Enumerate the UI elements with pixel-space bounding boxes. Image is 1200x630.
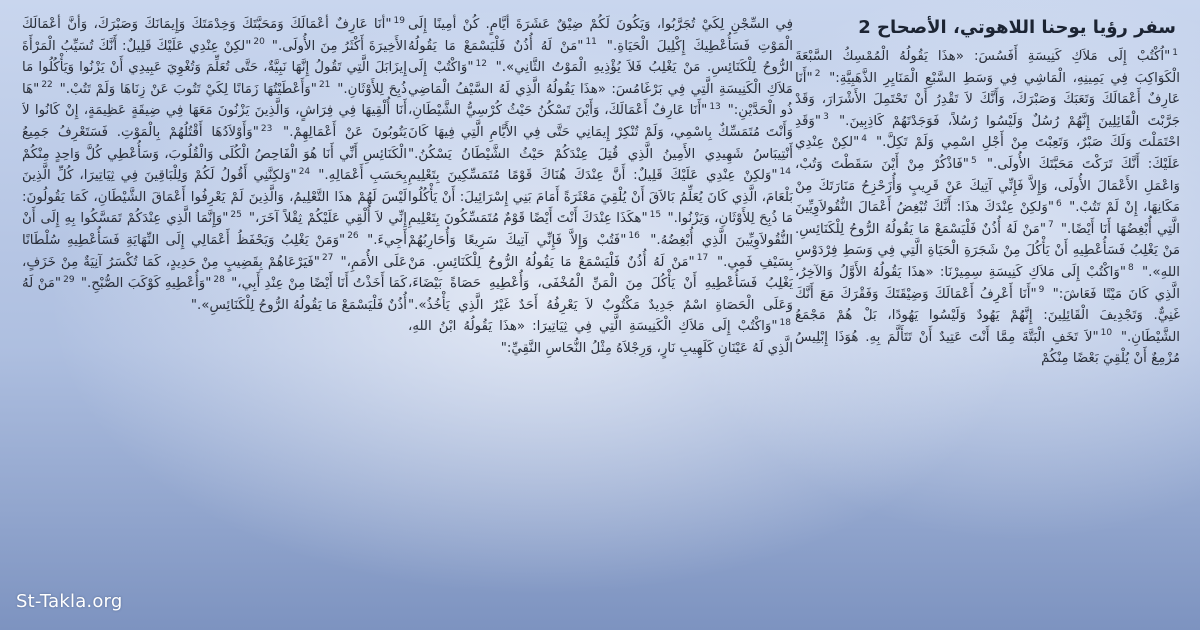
verse-text: "لكِنْ عِنْدِي عَلَيْكَ قَلِيلٌ: أَنَّكَ تُسَيِّبُ الْمَرْأَةَ إِيزَابَلَ الَّتِي تَقُولُ إِنَّهَا نَبِيَّةٌ، حَتَّى تُعَلِّمَ وَتُغْوِيَ عَبِيدِي أَنْ يَزْنُوا وَيَأْكُلُوا مَا ذُبِحَ لِلأَوْثَانِ." xyxy=(22,38,407,97)
verse-number: 28 xyxy=(213,274,225,285)
verse-text: "وَإِنَّمَا الَّذِي عِنْدَكُمْ تَمَسَّكُوا بِهِ إِلَى أَنْ أَجِيءَ." xyxy=(22,211,407,248)
verse-text: "مَنْ لَهُ أُذُنٌ فَلْيَسْمَعْ مَا يَقُولُهُ الرُّوحُ لِلْكَنَائِسِ. مَنْ يَغْلِبُ فَسَأُعْطِيهِ أَنْ يَأْكُلَ مِنَ الْمَنِّ الْمُخْفَى، وَأُعْطِيهِ حَصَاةً بَيْضَاءَ، وَعَلَى الْحَصَاةِ اسْمٌ جَدِيدٌ مَكْتُوبٌ لاَ يَعْرِفُهُ أَحَدٌ غَيْرُ الَّذِي يَأْخُذُ»." xyxy=(408,254,793,313)
verse-text: "لكِنْ عِنْدِي عَلَيْكَ: أَنَّكَ تَرَكْتَ مَحَبَّتَكَ الأُولَى." xyxy=(795,135,1180,172)
verse-text: "هكَذَا عِنْدَكَ أَنْتَ أَيْضًا قَوْمٌ مُتَمَسِّكُونَ بِتَعْلِيمِ النُّقُولاَوِيِّينَ الَّذِي أُبْغِضُهُ." xyxy=(408,211,793,248)
verse-text: "مَنْ لَهُ أُذُنٌ فَلْيَسْمَعْ مَا يَقُولُهُ الرُّوحُ لِلْكَنَائِسِ»." xyxy=(22,276,407,313)
verse-number: 2 xyxy=(814,69,821,80)
verse-text: "فَتُبْ وَإِلاَّ فَإِنِّي آتِيكَ سَرِيعًا وَأُحَارِبُهُمْ بِسَيْفِ فَمِي." xyxy=(408,232,793,270)
verse-text: "هَا أَنَا أُلْقِيهَا فِي فِرَاشٍ، وَالَّذِينَ يَزْنُونَ مَعَهَا فِي ضِيقَةٍ عَظِيمَةٍ، إِنْ كَانُوا لاَ يَتُوبُونَ عَنْ أَعْمَالِهِمْ." xyxy=(22,81,407,140)
verse-number: 25 xyxy=(230,209,242,220)
verse-text: "مَنْ لَهُ أُذُنٌ فَلْيَسْمَعْ مَا يَقُولُهُ الرُّوحُ لِلْكَنَائِسِ. مَنْ يَغْلِبُ فَسَأُعْطِيهِ أَنْ يَأْكُلَ مِنْ شَجَرَةِ الْحَيَاةِ الَّتِي فِي وَسَطِ فِرْدَوْسِ اللهِ»." xyxy=(795,221,1180,280)
verse-number: 26 xyxy=(347,231,359,242)
verse-number: 8 xyxy=(1128,263,1134,274)
verse-text: "لاَ تَخَفِ الْبَتَّةَ مِمَّا أَنْتَ عَتِيدٌ أَنْ تَتَأَلَّمَ بِهِ. هُوَذَا إِبْلِيسُ مُزْمِعٌ أَنْ يُلْقِيَ بَعْضًا مِنْكُمْ xyxy=(795,329,1180,367)
verse-text: فِي السِّجْنِ لِكَيْ تُجَرَّبُوا، وَيَكُونَ لَكُمْ ضِيْقٌ عَشَرَةَ أَيَّامٍ. كُنْ أَمِينًا إِلَى الْمَوْتِ فَسَأُعْطِيكَ إِكْلِيلَ الْحَيَاةِ." xyxy=(408,17,793,54)
verse-text: "أَنَا عَارِفٌ أَعْمَالَكَ وَتَعَبَكَ وَصَبْرَكَ، وَأَنَّكَ لاَ تَقْدِرُ أَنْ تَحْتَمِلَ الأَشْرَارَ، وَقَدْ جَرَّبْتَ الْقَائِلِينَ إِنَّهُمْ رُسُلٌ وَلَيْسُوا رُسُلاً، فَوَجَدْتَهُمْ كَاذِبِينَ." xyxy=(795,70,1180,129)
verse-number: 21 xyxy=(318,80,331,91)
verse-text: "وَقَدِ احْتَمَلْتَ وَلَكَ صَبْرٌ، وَتَعِبْتَ مِنْ أَجْلِ اسْمِي وَلَمْ تَكِلَّ." xyxy=(795,113,1180,151)
verse-number: 5 xyxy=(970,155,977,166)
verse-text: "وَأَوْلاَدُهَا أَقْتُلُهُمْ بِالْمَوْتِ. فَسَتَعْرِفُ جَمِيعُ الْكَنَائِسِ أَنِّي أَنَا هُوَ الْفَاحِصُ الْكُلَى وَالْقُلُوبَ، وَسَأُعْطِي كُلَّ وَاحِدٍ مِنْكُمْ بِحَسَبِ أَعْمَالِهِ." xyxy=(22,124,407,184)
verse-number: 29 xyxy=(63,274,75,285)
verse-number: 12 xyxy=(475,58,487,69)
verse-text: "اُكْتُبْ إِلَى مَلاَكِ كَنِيسَةِ أَفَسُسَ: «هذَا يَقُولُهُ الْمُمْسِكُ السَّبْعَةَ الْكَوَاكِبَ فِي يَمِينِهِ، الْمَاشِي فِي وَسَطِ السَّبْعِ الْمَنَايِرِ الذَّهَبِيَّةِ:" xyxy=(795,49,1180,86)
verse-number: 15 xyxy=(649,209,662,220)
verses-middle xyxy=(408,14,793,360)
verse-text: "وَلكِنْ عِنْدَكَ هذَا: أَنَّكَ تُبْغِضُ أَعْمَالَ النُّقُولاَوِيِّينَ الَّتِي أُبْغِضُهَا أَنَا أَيْضًا." xyxy=(795,200,1180,237)
verse-text: "فَيَرْعَاهُمْ بِقَضِيبٍ مِنْ حَدِيدٍ، كَمَا تُكْسَرُ آنِيَةٌ مِنْ خَزَفٍ، كَمَا أَخَذْتُ أَنَا أَيْضًا مِنْ عِنْدِ أَبِي،" xyxy=(22,254,407,292)
verse-text: "وَاكْتُبْ إِلَى مَلاَكِ كَنِيسَةِ سِمِيرْنَا: «هذَا يَقُولُهُ الأَوَّلُ وَالآخِرُ، الَّذِي كَانَ مَيْتًا فَعَاشَ:" xyxy=(795,264,1180,302)
verse-text: "أَنَا أَعْرِفُ أَعْمَالَكَ وَضِيْقَتَكَ وَفَقْرَكَ مَعَ أَنَّكَ غَنِيٌّ. وَتَجْدِيفَ الْقَائِلِينَ: إِنَّهُمْ يَهُودٌ وَلَيْسُوا يَهُودًا، بَلْ هُمْ مَجْمَعُ الشَّيْطَانِ." xyxy=(795,286,1180,345)
verse-text: "وَمَنْ يَغْلِبُ وَيَحْفَظُ أَعْمَالِي إِلَى النِّهَايَةِ فَسَأُعْطِيهِ سُلْطَانًا عَلَى الأُمَمِ،" xyxy=(22,232,407,270)
verse-number: 7 xyxy=(1048,220,1054,231)
text-column-middle xyxy=(408,14,793,584)
verse-number: 9 xyxy=(1038,285,1045,296)
verse-number: 16 xyxy=(628,231,640,242)
verse-number: 19 xyxy=(393,15,405,26)
verse xyxy=(795,49,1180,86)
verse-number: 1 xyxy=(1172,47,1178,58)
verse-text: "أَنَا عَارِفٌ أَعْمَالَكَ وَمَحَبَّتَكَ وَخِدْمَتَكَ وَإِيمَانَكَ وَصَبْرَكَ، وَأَنَّ أَعْمَالَكَ الأَخِيرَةَ أَكْثَرُ مِنَ الأُولَى." xyxy=(22,17,407,54)
verse-number: 6 xyxy=(1056,198,1062,209)
verses-right xyxy=(795,46,1180,370)
verse-number: 10 xyxy=(1100,328,1113,339)
verse-number: 11 xyxy=(585,37,597,48)
verse-number: 14 xyxy=(779,166,791,177)
verse-text: "فَاذْكُرْ مِنْ أَيْنَ سَقَطْتَ وَتُبْ، وَاعْمَلِ الأَعْمَالَ الأُولَى، وَإِلاَّ فَإِنِّي آتِيكَ عَنْ قَرِيبٍ وَأُزَحْزِحُ مَنَارَتَكَ مِنْ مَكَانِهَا، إِنْ لَمْ تَتُبْ." xyxy=(795,156,1180,216)
verse-text: "وَاكْتُبْ إِلَى مَلاَكِ الْكَنِيسَةِ الَّتِي فِي ثِيَاتِيرَا: «هذَا يَقُولُهُ ابْنُ اللهِ، الَّذِي لَهُ عَيْنَانِ كَلَهِيبِ نَارٍ، وَرِجْلاَهُ مِثْلُ النُّحَاسِ النَّقِيِّ:" xyxy=(408,319,793,356)
verse-text: "أَنَا عَارِفٌ أَعْمَالَكَ، وَأَيْنَ تَسْكُنُ حَيْثُ كُرْسِيُّ الشَّيْطَانِ، وَأَنْتَ مُتَمَسِّكٌ بِاسْمِي، وَلَمْ تُنْكِرْ إِيمَانِي حَتَّى فِي الأَيَّامِ الَّتِي فِيهَا كَانَ أَنْتِيبَاسُ شَهِيدِي الأَمِينُ الَّذِي قُتِلَ عِنْدَكُمْ حَيْثُ الشَّيْطَانُ يَسْكُنُ." xyxy=(408,103,793,162)
verse-number: 3 xyxy=(823,112,829,123)
verse-number: 27 xyxy=(321,253,334,264)
verse-number: 23 xyxy=(260,123,273,134)
verse xyxy=(77,276,227,291)
text-column-right xyxy=(795,14,1180,620)
verse-number: 4 xyxy=(861,133,868,144)
page-title: سفر رؤيا يوحنا اللاهوتي، الأصحاح 2 xyxy=(858,17,1176,38)
verse-text: "وَلكِنْ عِنْدِي عَلَيْكَ قَلِيلٌ: أَنَّ عِنْدَكَ هُنَاكَ قَوْمًا مُتَمَسِّكِينَ بِتَعْلِيمِ بَلْعَامَ، الَّذِي كَانَ يُعَلِّمُ بَالاَقَ أَنْ يُلْقِيَ مَعْثَرَةً أَمَامَ بَنِي إِسْرَائِيلَ: أَنْ يَأْكُلُوا مَا ذُبِحَ لِلأَوْثَانِ، وَيَزْنُوا." xyxy=(408,168,793,227)
verses-left xyxy=(22,14,407,316)
text-column-left xyxy=(22,14,407,554)
verse-number: 24 xyxy=(298,166,311,177)
verse-text: "مَنْ لَهُ أُذُنٌ فَلْيَسْمَعْ مَا يَقُولُهُ الرُّوحُ لِلْكَنَائِسِ. مَنْ يَغْلِبُ فَلاَ يُؤْذِيهِ الْمَوْتُ الثَّانِي»." xyxy=(408,38,793,76)
verse-text: "وَاكْتُبْ إِلَى مَلاَكِ الْكَنِيسَةِ الَّتِي فِي بَرْغَامُسَ: «هذَا يَقُولُهُ الَّذِي لَهُ السَّيْفُ الْمَاضِي ذُو الْحَدَّيْنِ:" xyxy=(408,60,793,119)
verse xyxy=(55,82,333,97)
verse-number: 18 xyxy=(779,317,791,328)
verse-number: 22 xyxy=(41,80,53,91)
verse-number: 17 xyxy=(696,253,709,264)
site-watermark: St-Takla.org xyxy=(16,591,123,612)
verse-number: 13 xyxy=(709,101,721,112)
verse xyxy=(408,319,793,356)
verse-text: "وَأَعْطَيْتُهَا زَمَانًا لِكَيْ تَتُوبَ عَنْ زِنَاهَا وَلَمْ تَتُبْ." xyxy=(54,81,317,97)
verse-text: "وَلكِنَّنِي أَقُولُ لَكُمْ وَلِلْبَاقِينَ فِي ثِيَاتِيرَا، كُلِّ الَّذِينَ لَيْسَ لَهُمْ هذَا التَّعْلِيمُ، وَالَّذِينَ لَمْ يَعْرِفُوا أَعْمَاقَ الشَّيْطَانِ، كَمَا يَقُولُونَ: إِنِّي لاَ أُلْقِي عَلَيْكُمْ ثِقْلاً آخَرَ،" xyxy=(22,168,407,227)
verse-text: "وَأُعْطِيهِ كَوْكَبَ الصُّبْحِ." xyxy=(76,276,212,292)
verse-number: 20 xyxy=(253,37,265,48)
